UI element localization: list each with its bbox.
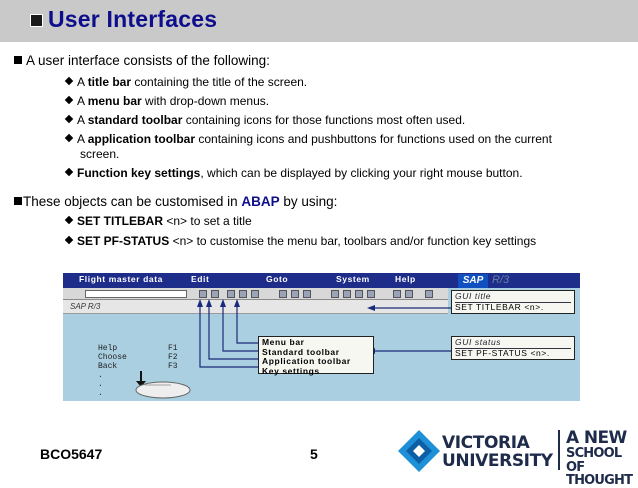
intro-text: A user interface consists of the following:	[26, 53, 270, 68]
slide-title-bar	[0, 0, 638, 42]
mouse-icon	[123, 371, 193, 401]
slide-title: User Interfaces	[48, 6, 218, 32]
list-item: Function key settings, which can be displayed by clicking your right mouse button.	[66, 166, 523, 181]
diamond-bullet-icon	[65, 236, 73, 244]
sap-menu-help[interactable]: Help	[395, 274, 416, 284]
list-item: A application toolbar containing icons and pushbuttons for functions used on the current	[66, 132, 552, 147]
list-item: A menu bar with drop-down menus.	[66, 94, 269, 109]
fkey-row: .	[98, 389, 103, 398]
title-square-icon	[30, 14, 43, 27]
square-bullet-icon	[14, 197, 22, 205]
list-item: A standard toolbar containing icons for those functions most often used.	[66, 113, 465, 128]
square-bullet-icon	[14, 56, 22, 64]
sap-menu-edit[interactable]: Edit	[191, 274, 210, 284]
diamond-bullet-icon	[65, 96, 73, 104]
logo-divider	[558, 430, 560, 470]
sap-menu-goto[interactable]: Goto	[266, 274, 289, 284]
intro-bullet	[14, 53, 270, 69]
vu-diamond-icon	[398, 430, 440, 472]
fkey-row[interactable]: Help F1	[98, 344, 178, 353]
gui-title-callout: GUI title SET TITLEBAR <n>.	[451, 290, 575, 314]
sap-logo: SAP R/3	[458, 274, 528, 288]
page-number: 5	[310, 446, 318, 462]
university-name: VICTORIA UNIVERSITY	[442, 433, 553, 471]
victoria-university-logo	[398, 430, 558, 472]
sap-screen-title: SAP R/3	[70, 302, 101, 311]
diamond-bullet-icon	[65, 115, 73, 123]
sap-screenshot	[63, 273, 580, 401]
customise-bullet: These objects can be customised in ABAP by using:	[14, 194, 337, 210]
fkey-row: .	[98, 380, 103, 389]
command-item: SET PF-STATUS <n> to customise the menu bar, toolbars and/or function key settings	[66, 234, 536, 249]
list-item-wrap: screen.	[80, 147, 120, 161]
diamond-bullet-icon	[65, 168, 73, 176]
course-code: BCO5647	[40, 446, 103, 462]
sap-menu-system[interactable]: System	[336, 274, 370, 284]
fkey-row[interactable]: Choose F2	[98, 353, 178, 362]
menu-bar-callout: Menu bar Standard toolbar Application toolbar Key settings	[258, 336, 374, 374]
list-item: A title bar containing the title of the screen.	[66, 75, 307, 90]
diamond-bullet-icon	[65, 77, 73, 85]
fkey-row[interactable]: Back F3	[98, 362, 178, 371]
gui-status-callout: GUI status SET PF-STATUS <n>.	[451, 336, 575, 360]
fkey-row: .	[98, 371, 103, 380]
diamond-bullet-icon	[65, 134, 73, 142]
diamond-bullet-icon	[65, 216, 73, 224]
sap-menu-flight[interactable]: Flight master data	[79, 274, 164, 284]
command-item: SET TITLEBAR <n> to set a title	[66, 214, 252, 229]
tagline: A NEW SCHOOL OF THOUGHT	[566, 428, 633, 488]
